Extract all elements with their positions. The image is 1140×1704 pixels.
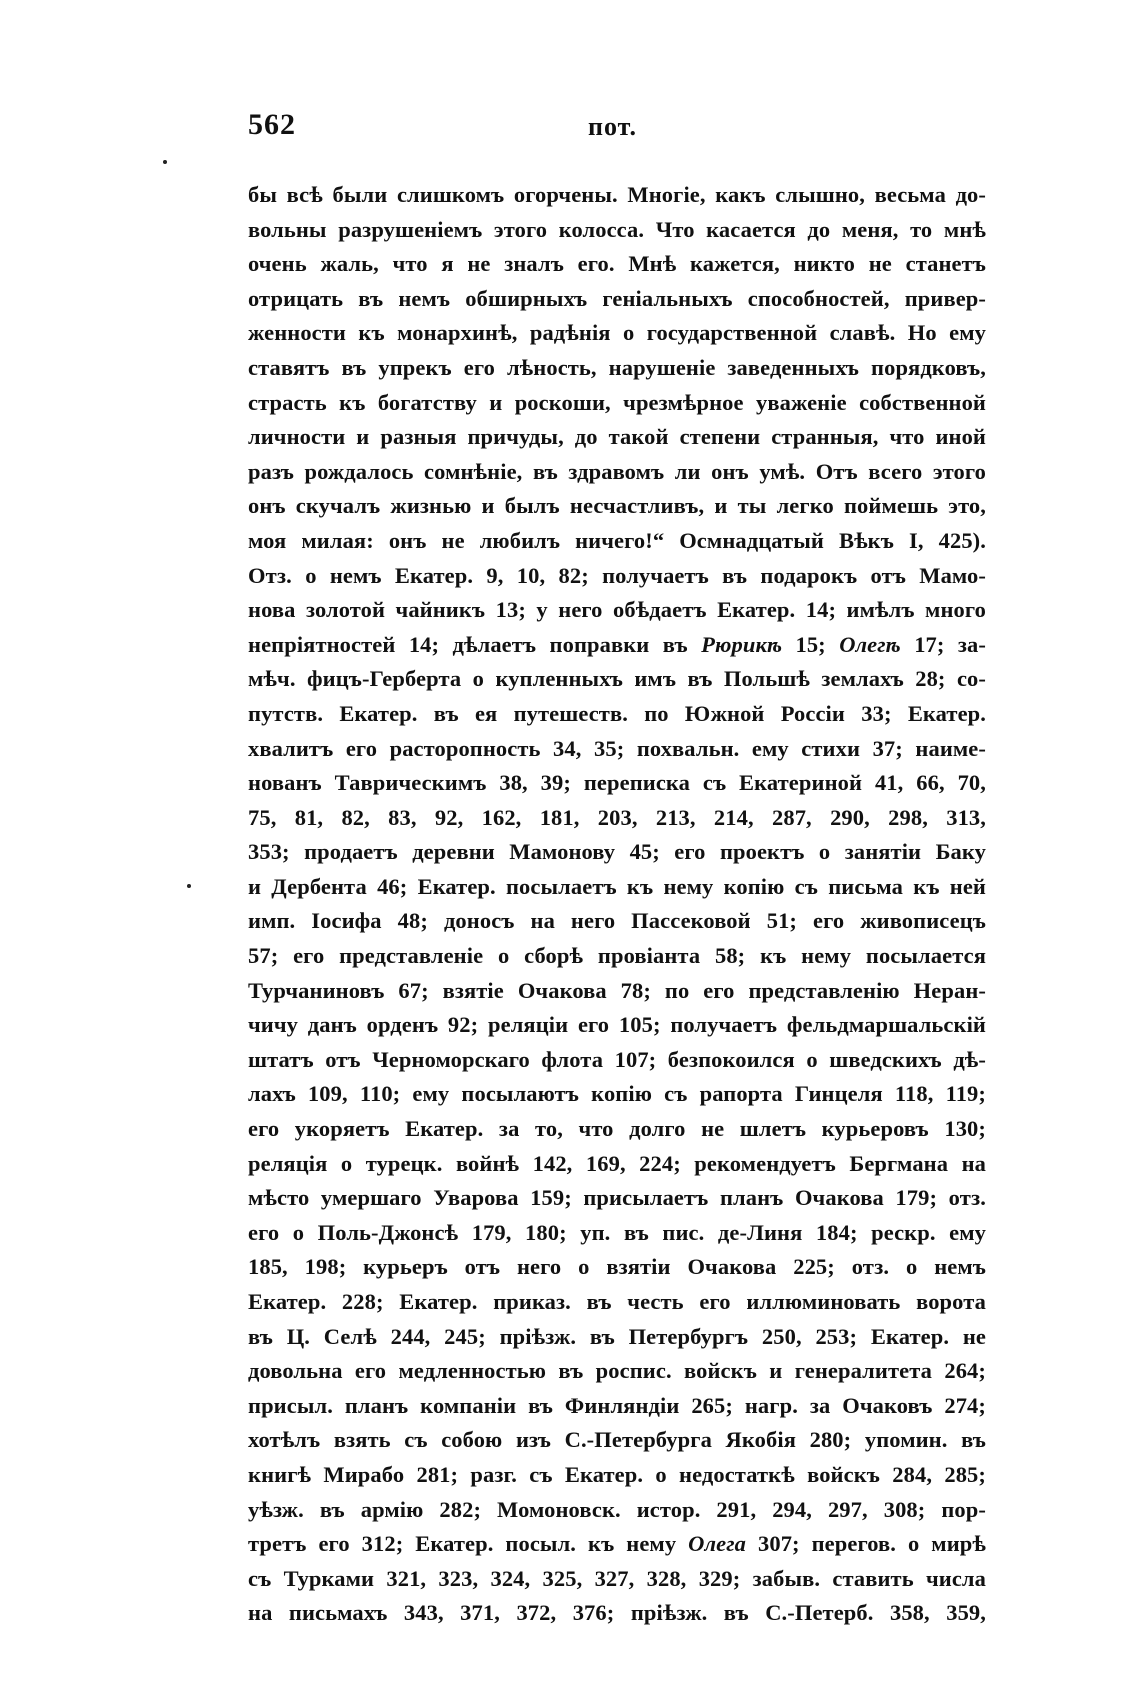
- running-head: пот.: [588, 112, 637, 141]
- text-line: 75, 81, 82, 83, 92, 162, 181, 203, 213, 214, 287, 290, 298, 313,: [248, 804, 986, 830]
- text-line: третъ его 312; Екатер. посыл. къ нему Олега 307; перегов. о мирѣ: [248, 1531, 986, 1557]
- text-line: присыл. планъ компаніи въ Финляндіи 265; нагр. за Очаковъ 274;: [248, 1392, 986, 1418]
- text-line: бы всѣ были слишкомъ огорчены. Многіе, какъ слышно, весьма до-: [248, 182, 986, 207]
- text-line: хотѣлъ взять съ собою изъ С.-Петербурга Якобія 280; упомин. въ: [248, 1427, 986, 1453]
- text-line: чичу данъ орденъ 92; реляціи его 105; получаетъ фельдмаршальскій: [248, 1012, 986, 1038]
- text-line: имп. Іосифа 48; доносъ на него Пассековой 51; его живописецъ: [248, 908, 986, 934]
- text-line: 185, 198; курьеръ отъ него о взятіи Очакова 225; отз. о немъ: [248, 1254, 986, 1280]
- text-line: отрицать въ немъ обширныхъ геніальныхъ способностей, привер-: [248, 285, 986, 311]
- text-line: Отз. о немъ Екатер. 9, 10, 82; получаетъ въ подарокъ отъ Мамо-: [248, 562, 986, 588]
- text-line: очень жаль, что я не зналъ его. Мнѣ кажется, никто не станетъ: [248, 251, 986, 277]
- italic-title: Олега: [688, 1531, 747, 1557]
- italic-title: Рюрикѣ: [701, 631, 783, 657]
- text-line: и Дербента 46; Екатер. посылаетъ къ нему копію съ письма къ ней: [248, 873, 986, 899]
- page-number: 562: [248, 108, 296, 141]
- text-line: Турчаниновъ 67; взятіе Очакова 78; по его представленію Неран-: [248, 977, 986, 1003]
- stray-mark: [163, 160, 167, 164]
- text-line: онъ скучалъ жизнью и былъ несчастливъ, и ты легко поймешь это,: [248, 493, 986, 519]
- text-line: штатъ отъ Черноморскаго флота 107; безпокоился о шведскихъ дѣ-: [248, 1046, 986, 1072]
- text-line: 353; продаетъ деревни Мамонову 45; его проектъ о занятіи Баку: [248, 839, 986, 865]
- text-line: мѣч. фицъ-Герберта о купленныхъ имъ въ Польшѣ землахъ 28; со-: [248, 666, 986, 692]
- page-header: [248, 108, 988, 148]
- stray-mark: [187, 884, 191, 888]
- text-line: его о Поль-Джонсѣ 179, 180; уп. въ пис. де-Линя 184; рескр. ему: [248, 1219, 986, 1245]
- text-line: на письмахъ 343, 371, 372, 376; пріѣзж. въ С.-Петерб. 358, 359,: [248, 1600, 986, 1626]
- text-line: разъ рождалось сомнѣніе, въ здравомъ ли онъ умѣ. Отъ всего этого: [248, 458, 986, 484]
- text-line: его укоряетъ Екатер. за то, что долго не шлетъ курьеровъ 130;: [248, 1116, 986, 1142]
- body-text: [248, 178, 986, 1631]
- text-line: 57; его представленіе о сборѣ провіанта 58; къ нему посылается: [248, 943, 986, 969]
- italic-title: Олегѣ: [839, 631, 901, 657]
- text-line: страсть къ богатству и роскоши, чрезмѣрное уваженіе собственной: [248, 389, 986, 415]
- text-line: путств. Екатер. въ ея путешеств. по Южной Россіи 33; Екатер.: [248, 700, 986, 726]
- text-line: лахъ 109, 110; ему посылаютъ копію съ рапорта Гинцеля 118, 119;: [248, 1081, 986, 1107]
- text-line: нова золотой чайникъ 13; у него обѣдаетъ Екатер. 14; имѣлъ много: [248, 597, 986, 623]
- text-line: вольны разрушеніемъ этого колосса. Что касается до меня, то мнѣ: [248, 216, 986, 242]
- text-line: хвалитъ его расторопность 34, 35; похвальн. ему стихи 37; наиме-: [248, 735, 986, 761]
- text-line: моя милая: онъ не любилъ ничего!“ Осмнадцатый Вѣкъ I, 425).: [248, 527, 986, 553]
- text-line: реляція о турецк. войнѣ 142, 169, 224; рекомендуетъ Бергмана на: [248, 1150, 986, 1176]
- text-line: съ Турками 321, 323, 324, 325, 327, 328, 329; забыв. ставить числа: [248, 1565, 986, 1591]
- text-line: довольна его медленностью въ роспис. войскъ и генералитета 264;: [248, 1358, 986, 1384]
- text-line: непріятностей 14; дѣлаетъ поправки въ Рюрикѣ 15; Олегѣ 17; за-: [248, 631, 986, 657]
- text-line: книгѣ Мирабо 281; разг. съ Екатер. о недостаткѣ войскъ 284, 285;: [248, 1461, 986, 1487]
- text-line: мѣсто умершаго Уварова 159; присылаетъ планъ Очакова 179; отз.: [248, 1185, 986, 1211]
- text-line: нованъ Таврическимъ 38, 39; переписка съ Екатериной 41, 66, 70,: [248, 770, 986, 796]
- text-line: уѣзж. въ армію 282; Момоновск. истор. 291, 294, 297, 308; пор-: [248, 1496, 986, 1522]
- text-line: женности къ монархинѣ, радѣнія о государственной славѣ. Но ему: [248, 320, 986, 346]
- text-line: въ Ц. Селѣ 244, 245; пріѣзж. въ Петербургъ 250, 253; Екатер. не: [248, 1323, 986, 1349]
- text-line: Екатер. 228; Екатер. приказ. въ честь его иллюминовать ворота: [248, 1289, 986, 1314]
- text-line: ставятъ въ упрекъ его лѣность, нарушеніе заведенныхъ порядковъ,: [248, 354, 986, 380]
- text-line: личности и разныя причуды, до такой степени странныя, что иной: [248, 424, 986, 450]
